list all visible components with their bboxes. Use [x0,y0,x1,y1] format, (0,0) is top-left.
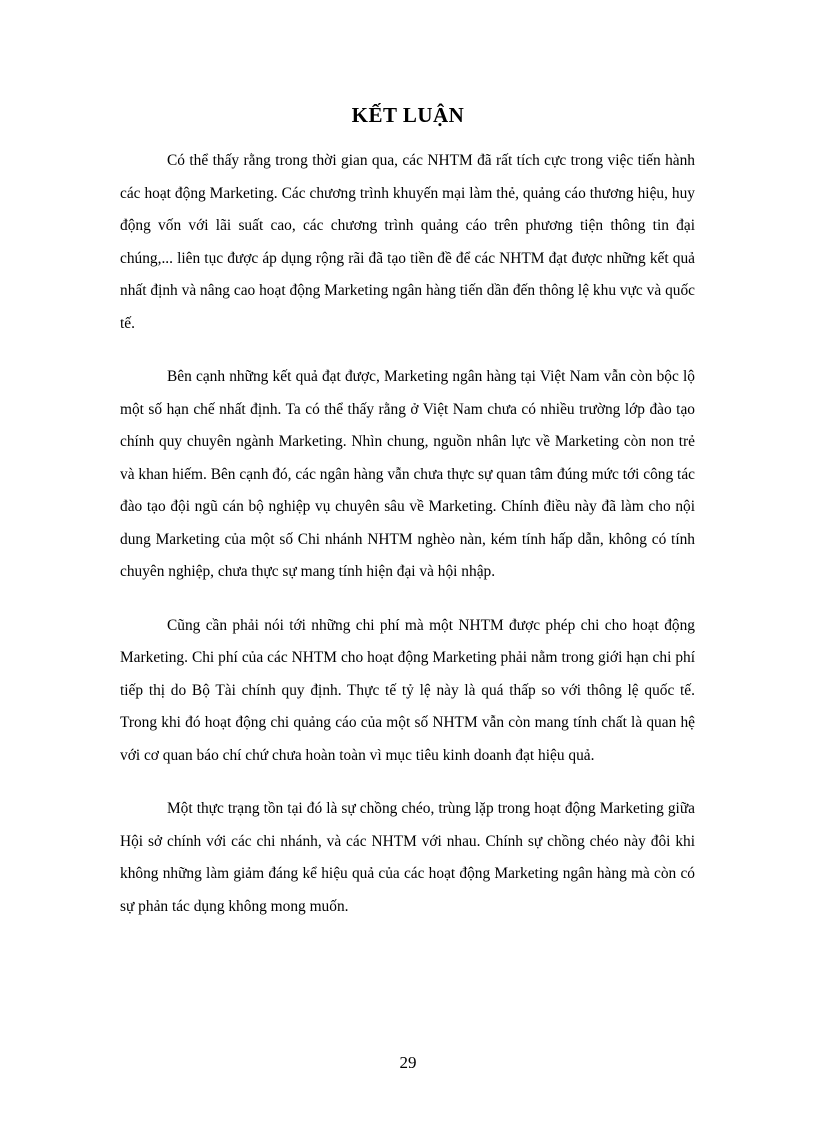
paragraph-3: Cũng cần phải nói tới những chi phí mà một NHTM được phép chi cho hoạt động Marketing. Chi phí của các NHTM cho hoạt động Marketing phải nằm trong giới hạn chi phí tiếp thị do Bộ Tài chính quy định. Thực tế tỷ lệ này là quá thấp so với thông lệ quốc tế. Trong khi đó hoạt động chi quảng cáo của một số NHTM vẫn còn mang tính chất là quan hệ với cơ quan báo chí chứ chưa hoàn toàn vì mục tiêu kinh doanh đạt hiệu quả. [120,616,695,764]
paragraph-4: Một thực trạng tồn tại đó là sự chồng chéo, trùng lặp trong hoạt động Marketing giữa Hội sở chính với các chi nhánh, và các NHTM với nhau. Chính sự chồng chéo này đôi khi không những làm giảm đáng kể hiệu quả của các hoạt động Marketing ngân hàng mà còn có sự phản tác dụng không mong muốn. [120,800,695,915]
page-title: KẾT LUẬN [351,103,465,127]
paragraph-2: Bên cạnh những kết quả đạt được, Marketing ngân hàng tại Việt Nam vẫn còn bộc lộ một số hạn chế nhất định. Ta có thể thấy rằng ở Việt Nam chưa có nhiều trường lớp đào tạo chính quy chuyên ngành Marketing. Nhìn chung, nguồn nhân lực về Marketing còn non trẻ và khan hiếm. Bên cạnh đó, các ngân hàng vẫn chưa thực sự quan tâm đúng mức tới công tác đào tạo đội ngũ cán bộ nghiệp vụ chuyên sâu về Marketing. Chính điều này đã làm cho nội dung Marketing của một số Chi nhánh NHTM nghèo nàn, kém tính hấp dẫn, không có tính chuyên nghiệp, chưa thực sự mang tính hiện đại và hội nhập. [120,368,695,580]
body-text [120,145,695,944]
page-number: 29 [399,1053,417,1072]
paragraph-1: Có thể thấy rằng trong thời gian qua, các NHTM đã rất tích cực trong việc tiến hành các hoạt động Marketing. Các chương trình khuyến mại làm thẻ, quảng cáo thương hiệu, huy động vốn với lãi suất cao, các chương trình quảng cáo trên phương tiện thông tin đại chúng,... liên tục được áp dụng rộng rãi đã tạo tiền đề để các NHTM đạt được những kết quả nhất định và nâng cao hoạt động Marketing ngân hàng tiến dần đến thông lệ khu vực và quốc tế. [120,152,695,332]
